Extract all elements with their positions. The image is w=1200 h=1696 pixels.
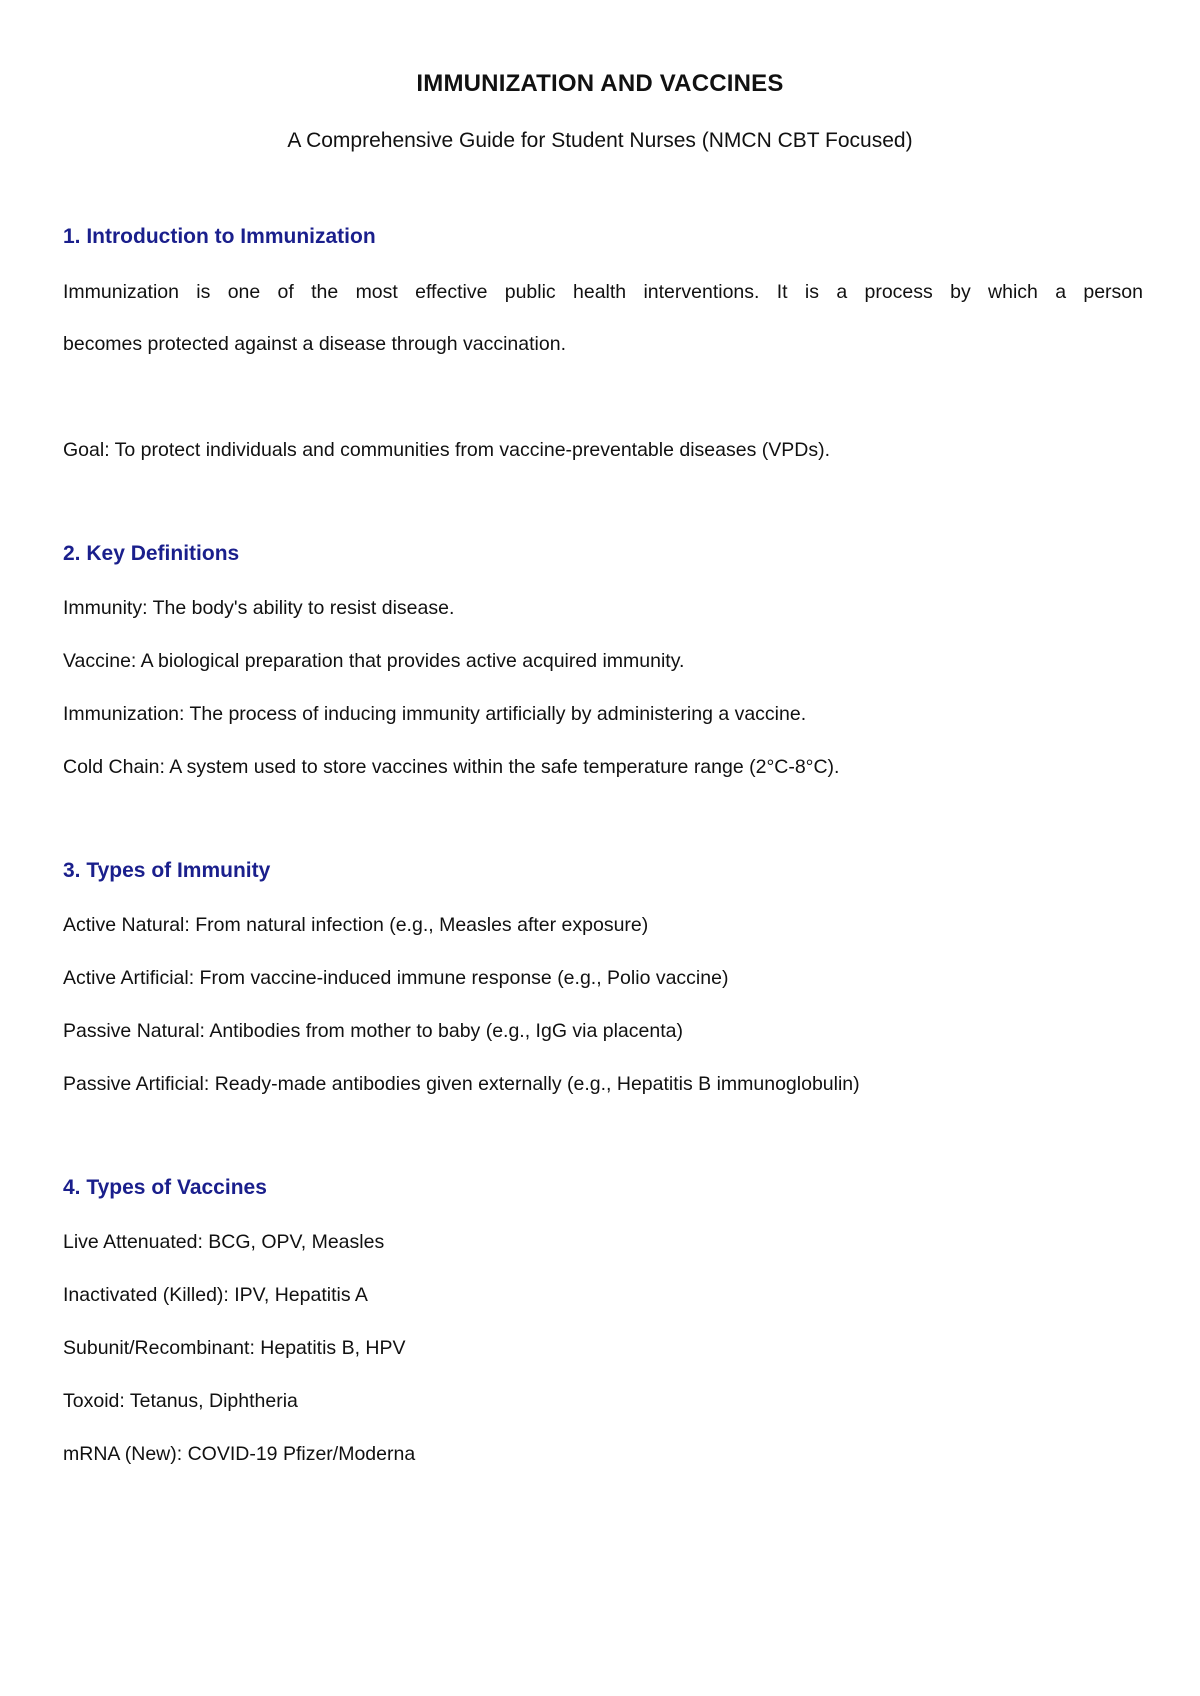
definition-item: Vaccine: A biological preparation that provides active acquired immunity. bbox=[63, 650, 685, 672]
vaccine-type-item: mRNA (New): COVID-19 Pfizer/Moderna bbox=[63, 1443, 416, 1465]
definition-item: Immunity: The body's ability to resist disease. bbox=[63, 597, 455, 619]
intro-goal: Goal: To protect individuals and communities from vaccine-preventable diseases (VPDs). bbox=[63, 439, 830, 461]
document-title: IMMUNIZATION AND VACCINES bbox=[416, 70, 784, 97]
immunity-type-item: Active Artificial: From vaccine-induced immune response (e.g., Polio vaccine) bbox=[63, 967, 729, 989]
immunity-type-item: Active Natural: From natural infection (e.g., Measles after exposure) bbox=[63, 914, 649, 936]
section-heading-introduction: 1. Introduction to Immunization bbox=[63, 225, 376, 248]
intro-paragraph-line-2: becomes protected against a disease through vaccination. bbox=[63, 333, 566, 355]
section-heading-types-of-immunity: 3. Types of Immunity bbox=[63, 859, 271, 882]
immunity-type-item: Passive Artificial: Ready-made antibodies given externally (e.g., Hepatitis B immunoglobulin) bbox=[63, 1073, 860, 1095]
definition-item: Cold Chain: A system used to store vaccines within the safe temperature range (2°C-8°C). bbox=[63, 756, 840, 778]
vaccine-type-item: Toxoid: Tetanus, Diphtheria bbox=[63, 1390, 298, 1412]
intro-paragraph-line-1: Immunization is one of the most effective public health interventions. It is a process by which a person bbox=[63, 281, 1143, 303]
vaccine-type-item: Live Attenuated: BCG, OPV, Measles bbox=[63, 1231, 385, 1253]
section-heading-key-definitions: 2. Key Definitions bbox=[63, 542, 240, 565]
vaccine-type-item: Inactivated (Killed): IPV, Hepatitis A bbox=[63, 1284, 368, 1306]
document-subtitle: A Comprehensive Guide for Student Nurses (NMCN CBT Focused) bbox=[287, 129, 913, 152]
vaccine-type-item: Subunit/Recombinant: Hepatitis B, HPV bbox=[63, 1337, 406, 1359]
immunity-type-item: Passive Natural: Antibodies from mother to baby (e.g., IgG via placenta) bbox=[63, 1020, 683, 1042]
section-heading-types-of-vaccines: 4. Types of Vaccines bbox=[63, 1176, 267, 1199]
definition-item: Immunization: The process of inducing immunity artificially by administering a vaccine. bbox=[63, 703, 807, 725]
